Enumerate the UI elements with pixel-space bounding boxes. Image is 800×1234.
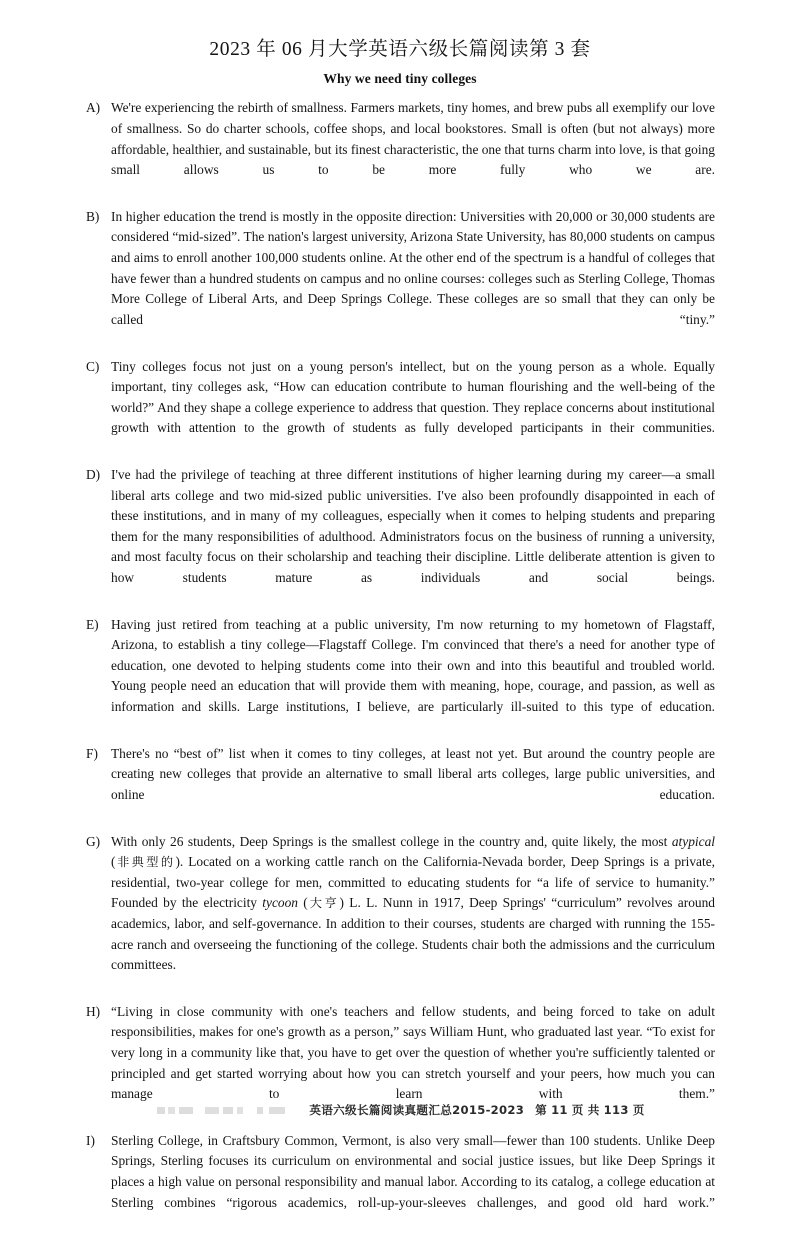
footer-total-pages: 113: [603, 1103, 629, 1117]
paragraph-item: [85, 832, 715, 997]
paragraph-item: [85, 98, 715, 201]
chinese-gloss: 大亨: [307, 896, 340, 911]
paragraph-label: I): [86, 1132, 95, 1148]
paragraph-label: B): [86, 208, 100, 224]
article-body: [85, 93, 715, 1233]
footer-page-number: 11: [551, 1103, 568, 1117]
paragraph-item: [85, 357, 715, 460]
paragraph-text: There's no “best of” list when it comes to tiny colleges, at least not yet. But around the country people are creating new colleges that provide an alternative to small liberal arts colleges, large public universities, and online education.: [111, 745, 715, 802]
text-run: ) L. L. Nunn in 1917, Deep Springs' “curriculum” revolves around academics, labor, and self-governance. In addition to their courses, students are charged with running the 155-acre ranch and overseeing the functioning of the college. Students chair both the admissions and the curriculum committees.: [111, 895, 715, 973]
footer-source-label: 英语六级长篇阅读真题汇总2015-2023: [309, 1103, 525, 1117]
emphasised-term: tycoon: [262, 895, 298, 911]
paragraph-item: [85, 207, 715, 351]
paragraph-label: G): [86, 833, 101, 849]
paragraph-item: [85, 1131, 715, 1234]
paragraph-label: H): [86, 1003, 101, 1019]
emphasised-term: atypical: [671, 833, 715, 849]
chinese-gloss: 非典型的: [115, 855, 176, 870]
text-run: (: [111, 854, 116, 870]
page-footer: [0, 1102, 800, 1118]
paragraph-text: “Living in close community with one's teachers and fellow students, and being forced to take on adult responsibilities, makes for one's growth as a person,” says William Hunt, who graduated last year. “To exist for very long in a community like that, you have to get over the question of whether you're sufficiently talented or principled and get started worrying about how you can stretch yourself and your peers, how much you can manage to learn with them.”: [111, 1003, 715, 1102]
footer-page-unit: 页: [571, 1103, 584, 1117]
paragraph-text: Sterling College, in Craftsbury Common, Vermont, is also very small—fewer than 100 students. Unlike Deep Springs, Sterling focuses its curriculum on environmental and social justice issues, but like Deep Springs it places a high value on personal responsibility and manual labor. According to its catalog, a college education at Sterling combines “rigorous academics, roll-up-your-sleeves challenges, and good old hard work.”: [111, 1132, 715, 1210]
paragraph-label: E): [86, 616, 99, 632]
paragraph-label: C): [86, 358, 100, 374]
page-title: 2023 年 06 月大学英语六级长篇阅读第 3 套: [209, 39, 591, 60]
text-run: With only 26 students, Deep Springs is the smallest college in the country and, quite likely, the most: [111, 833, 672, 849]
paragraph-label: A): [86, 100, 101, 116]
footer-total-prefix: 共: [587, 1103, 600, 1117]
paragraph-item: [85, 744, 715, 826]
paragraph-label: F): [86, 745, 98, 761]
paragraph-item: [85, 465, 715, 609]
paragraph-label: D): [86, 466, 101, 482]
paragraph-text: [111, 832, 715, 997]
paragraph-text: In higher education the trend is mostly in the opposite direction: Universities with 20,000 or 30,000 students are considered “mid-sized”. The nation's largest university, Arizona State University, has 80,000 students on campus and aims to enroll another 100,000 students online. At the other end of the spectrum is a handful of colleges that have fewer than a hundred students on campus and no online courses: colleges such as Sterling College, Thomas More College of Liberal Arts, and Deep Springs College. These colleges are so small that they can only be called “tiny.”: [111, 208, 715, 327]
paragraph-container: [85, 98, 715, 1233]
paragraph-text: I've had the privilege of teaching at three different institutions of higher learning during my career—a small liberal arts college and two mid-sized public universities. I've also been profoundly disappointed in each of these institutions, and in many of my colleagues, especially when it comes to helping students and preparing them for the many responsibilities of adulthood. Administrators focus on the business of running a university, and most faculty focus on their scholarship and teaching their discipline. Little deliberate attention is given to how students mature as individuals and social beings.: [111, 466, 715, 585]
paragraph-text: We're experiencing the rebirth of smallness. Farmers markets, tiny homes, and brew pubs all exemplify our love of smallness. So do charter schools, coffee shops, and local bookstores. Small is often (but not always) more affordable, healthier, and sustainable, but its finest characteristic, the one that turns charm into love, is that going small allows us to be more fully who we are.: [111, 100, 715, 178]
footer-page-indicator: [533, 1103, 646, 1117]
paragraph-text: Having just retired from teaching at a public university, I'm now returning to my hometown of Flagstaff, Arizona, to establish a tiny college—Flagstaff College. I'm convinced that there's a need for another type of education, one devoted to helping students come into their own and into this beautiful and troubled world. Young people need an education that will provide them with meaning, hope, courage, and passion, as well as information and skills. Large institutions, I believe, are particularly ill-suited to this type of education.: [111, 616, 715, 714]
paragraph-item: [85, 615, 715, 739]
footer-total-unit: 页: [632, 1103, 645, 1117]
footer-page-prefix: 第: [535, 1103, 548, 1117]
article-subtitle: Why we need tiny colleges: [323, 71, 477, 87]
text-run: (: [298, 895, 308, 911]
paragraph-text: Tiny colleges focus not just on a young person's intellect, but on the young person as a whole. Equally important, tiny colleges ask, “How can education contribute to human flourishing and the well-being of the world?” And they shape a college experience to address that question. They replace concerns about institutional growth with attention to the growth of students as fully developed participants in their communities.: [111, 358, 715, 436]
text-run: ). Located on a working cattle ranch on the California-Nevada border, Deep Springs is a private, residential, two-year college for men, committed to educating students for “a life of service to humanity.” Founded by the electricity: [111, 854, 716, 911]
footer-smudge-artifact: [153, 1107, 303, 1114]
